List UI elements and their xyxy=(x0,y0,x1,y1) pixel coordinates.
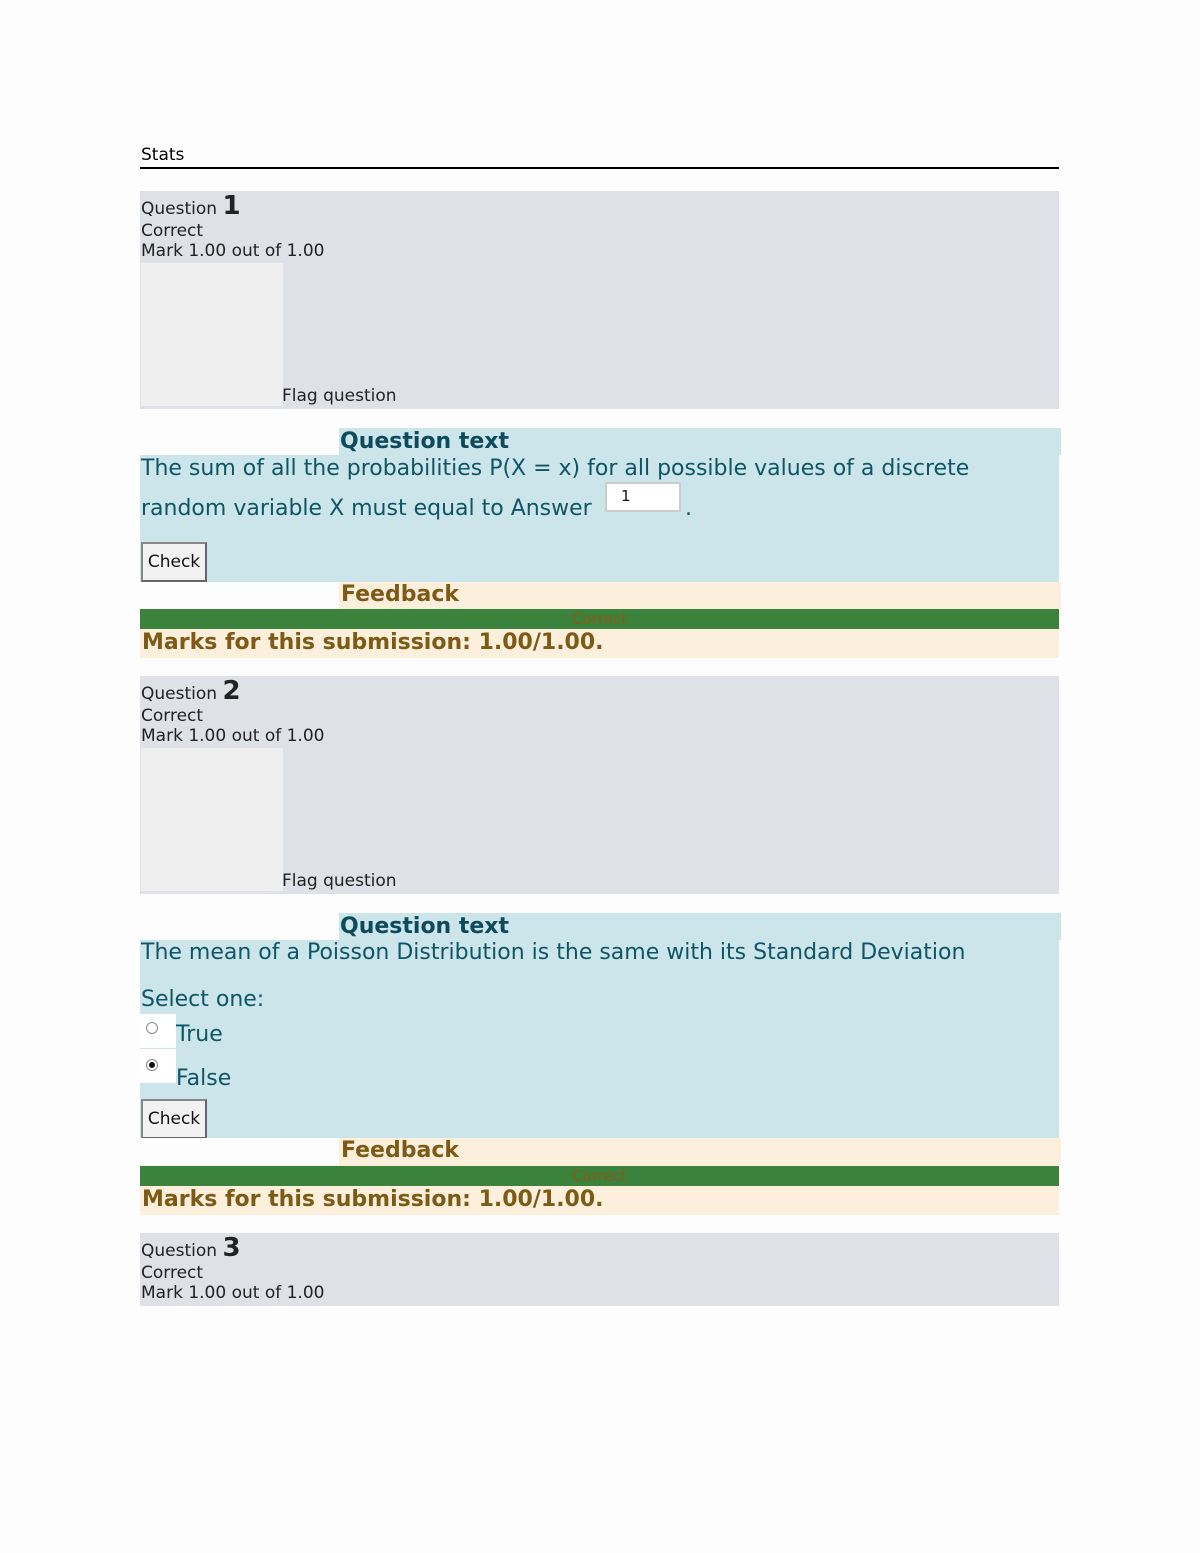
correct-banner: Correct xyxy=(140,609,1059,629)
correct-banner: Correct xyxy=(140,1166,1059,1186)
flag-question-link[interactable]: Flag question xyxy=(282,871,397,891)
spacer xyxy=(140,582,339,609)
flag-icon[interactable] xyxy=(141,263,283,406)
question-text-heading xyxy=(339,428,1061,455)
question-3-info xyxy=(140,1233,1059,1306)
question-number xyxy=(141,191,241,221)
question-label: Question xyxy=(141,684,218,704)
question-2-info xyxy=(140,676,1059,894)
question-state: Correct xyxy=(141,706,204,726)
question-number xyxy=(141,676,241,706)
question-text-line: The sum of all the probabilities P(X = x) for all possible values of a discrete xyxy=(141,456,970,481)
radio-cell xyxy=(140,1014,176,1048)
question-label: Question xyxy=(141,199,218,219)
spacer xyxy=(140,428,339,455)
answer-input[interactable]: 1 xyxy=(605,482,681,512)
question-1-info xyxy=(140,191,1059,409)
question-number-value: 3 xyxy=(222,1233,241,1263)
question-text-heading-label: Question text xyxy=(340,914,510,939)
feedback-heading xyxy=(339,1138,1061,1165)
spacer xyxy=(140,913,339,940)
feedback-heading-label: Feedback xyxy=(341,582,459,607)
question-label: Question xyxy=(141,1241,218,1261)
radio-true[interactable] xyxy=(146,1022,158,1034)
question-grade: Mark 1.00 out of 1.00 xyxy=(141,1283,325,1303)
question-text-line: random variable X must equal to Answer xyxy=(141,496,592,521)
feedback-heading xyxy=(339,582,1061,609)
answer-suffix: . xyxy=(685,496,692,521)
check-button[interactable]: Check xyxy=(141,542,207,582)
check-button[interactable]: Check xyxy=(141,1099,207,1139)
select-prompt: Select one: xyxy=(141,987,265,1012)
page-header xyxy=(140,143,1059,169)
question-text-heading xyxy=(339,913,1061,940)
question-state: Correct xyxy=(141,221,204,241)
marks-summary: Marks for this submission: 1.00/1.00. xyxy=(142,1187,604,1212)
question-grade: Mark 1.00 out of 1.00 xyxy=(141,726,325,746)
option-label[interactable]: False xyxy=(176,1066,232,1091)
flag-question-link[interactable]: Flag question xyxy=(282,386,397,406)
question-grade: Mark 1.00 out of 1.00 xyxy=(141,241,325,261)
question-2-formulation xyxy=(140,913,1059,1138)
marks-summary: Marks for this submission: 1.00/1.00. xyxy=(142,630,604,655)
question-number-value: 1 xyxy=(222,191,241,221)
feedback-heading-label: Feedback xyxy=(341,1138,459,1163)
option-label[interactable]: True xyxy=(176,1022,223,1047)
question-text-heading-label: Question text xyxy=(340,429,510,454)
question-1-formulation xyxy=(140,428,1059,582)
question-number-value: 2 xyxy=(222,676,241,706)
question-1-feedback xyxy=(140,582,1059,658)
radio-cell xyxy=(140,1049,176,1083)
question-number xyxy=(141,1233,241,1263)
question-state: Correct xyxy=(141,1263,204,1283)
spacer xyxy=(140,1138,339,1165)
page-title: Stats xyxy=(141,145,185,165)
radio-false[interactable] xyxy=(146,1059,158,1071)
question-text-line: The mean of a Poisson Distribution is the same with its Standard Deviation xyxy=(141,940,966,965)
question-2-feedback xyxy=(140,1138,1059,1215)
flag-icon[interactable] xyxy=(141,748,283,891)
